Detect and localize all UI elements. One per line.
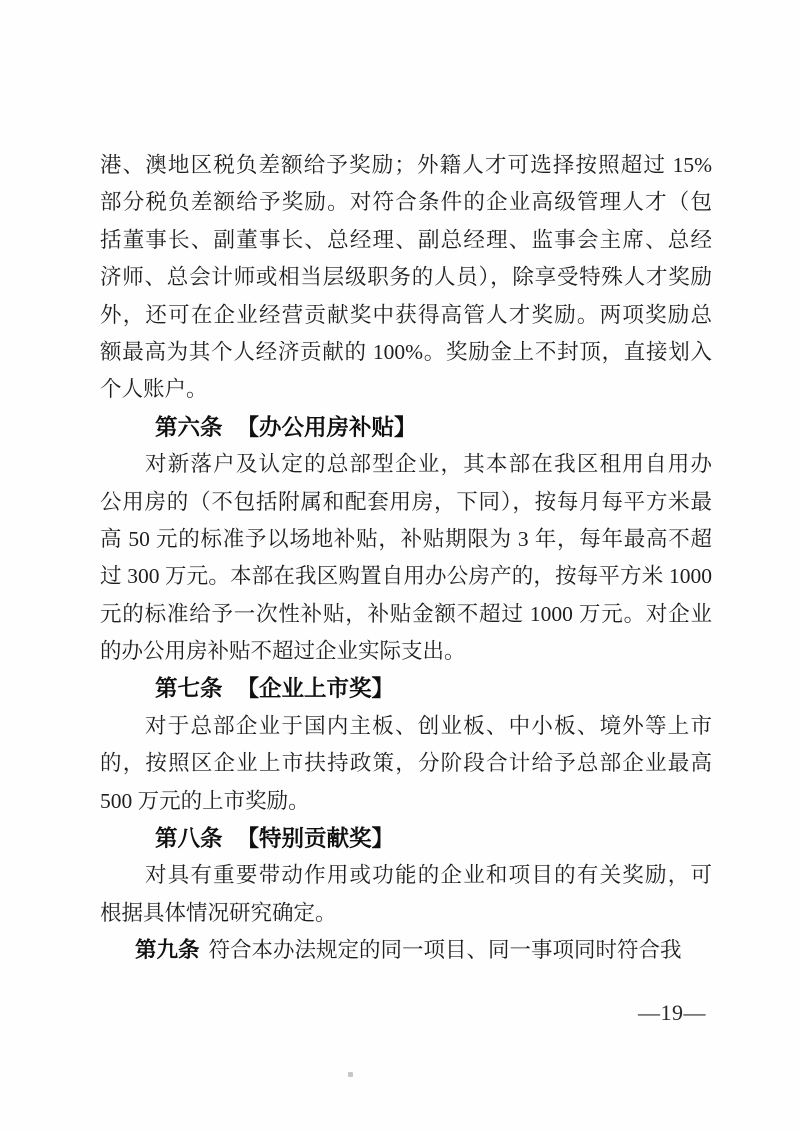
article-title: 【特别贡献奖】 [236,826,395,852]
text-line: 对具有重要带动作用或功能的企业和项目的有关奖励，可 [145,863,712,888]
article-number: 第九条 [135,938,200,963]
text-line: 部分税负差额给予奖励。对符合条件的企业高级管理人才（包 [100,190,712,215]
text-run: 符合本办法规定的同一项目、同一事项同时符合我 [208,938,682,963]
text-line: 过 300 万元。本部在我区购置自用办公房产的，按每平方米 1000 [100,564,712,589]
document-body [100,147,712,970]
article-number: 第八条 [155,826,223,852]
text-line: 公用房的（不包括附属和配套用房，下同），按每月每平方米最 [100,489,712,514]
article-title: 【办公用房补贴】 [236,414,417,440]
text-line: 500 万元的上市奖励。 [100,788,310,813]
text-line: 高 50 元的标准予以场地补贴，补贴期限为 3 年，每年最高不超 [100,526,712,551]
article-heading [100,670,712,707]
article-title: 【企业上市奖】 [236,676,395,702]
text-line: 额最高为其个人经济贡献的 100%。奖励金上不封顶，直接划入 [100,339,712,364]
text-line [100,932,712,969]
text-line: 的，按照区企业上市扶持政策，分阶段合计给予总部企业最高 [100,751,712,776]
text-line: 对于总部企业于国内主板、创业板、中小板、境外等上市 [145,713,712,738]
text-line: 根据具体情况研究确定。 [100,900,337,925]
text-line: 括董事长、副董事长、总经理、副总经理、监事会主席、总经 [100,227,712,252]
page-number: —19— [638,1000,706,1025]
text-line: 元的标准给予一次性补贴，补贴金额不超过 1000 万元。对企业 [100,601,712,626]
scan-artifact-speck [348,1072,353,1077]
text-line: 对新落户及认定的总部型企业，其本部在我区租用自用办 [145,452,712,477]
article-heading [100,409,712,446]
text-line: 港、澳地区税负差额给予奖励；外籍人才可选择按照超过 15% [100,153,712,177]
text-line: 济师、总会计师或相当层级职务的人员），除享受特殊人才奖励 [100,265,712,290]
text-line: 个人账户。 [100,377,208,402]
article-number: 第七条 [155,676,223,702]
text-line: 的办公用房补贴不超过企业实际支出。 [100,639,466,664]
text-line: 外，还可在企业经营贡献奖中获得高管人才奖励。两项奖励总 [100,302,712,327]
article-number: 第六条 [155,414,223,440]
article-heading [100,820,712,857]
